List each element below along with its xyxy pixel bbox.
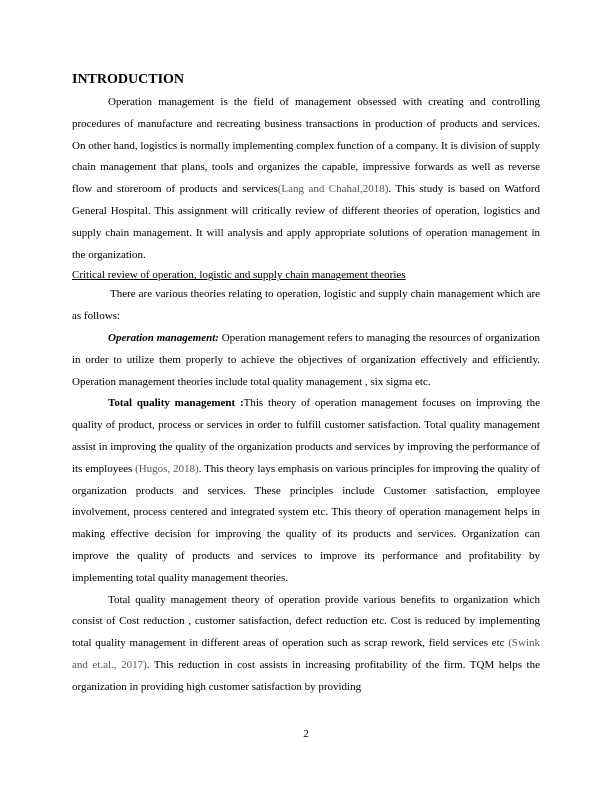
section-subheading: Critical review of operation, logistic and supply chain management theories <box>72 269 406 282</box>
benefits-paragraph <box>72 590 540 699</box>
document-page <box>72 72 540 699</box>
theories-intro-paragraph: There are various theories relating to operation, logistic and supply chain management which are as follows: <box>72 288 540 323</box>
intro-paragraph <box>72 92 540 266</box>
operation-management-term: Operation management: <box>108 331 219 344</box>
operation-management-text: Operation management refers to managing the resources of organization in order to utilize them properly to achieve the objectives of organization effectively and efficiently. Operation management theories include total quality management , six sigma etc. <box>72 331 540 388</box>
benefits-text-1: Total quality management theory of operation provide various benefits to organization which consist of Cost reduction , customer satisfaction, defect reduction etc. Cost is reduced by implementing total quality management in different areas of operation such as scrap rework, field services etc <box>72 593 540 650</box>
tqm-text-1: This theory of operation management focuses on improving the quality of product, process or services in order to fulfill customer satisfaction. Total quality management assist in improving the quality of the organization products and services by improving the performance of its employees <box>72 397 540 475</box>
page-heading: INTRODUCTION <box>72 72 185 87</box>
tqm-citation: (Hugos, 2018) <box>135 462 199 475</box>
intro-text-1: Operation management is the field of management obsessed with creating and controlling procedures of manufacture and recreating business transactions in production of products and services. On other hand, logistics is normally implementing complex function of a company. It is division of supply chain management that plans, tools and organizes the capable, impressive forwards as well as reverse flow and storeroom of products and services <box>72 96 540 196</box>
intro-text-2: . This study is based on Watford General Hospital. This assignment will critically review of different theories of operation, logistics and supply chain management. It will analysis and apply appropriate solutions of operation management in the organization. <box>72 183 540 261</box>
tqm-paragraph <box>72 393 540 589</box>
intro-citation: (Lang and Chahal,2018) <box>277 183 389 196</box>
operation-management-paragraph <box>72 328 540 393</box>
tqm-text-2: . This theory lays emphasis on various principles for improving the quality of organization products and services. These principles include Customer satisfaction, employee involvement, process centered and integrated system etc. This theory of operation management helps in making effective decision for improving the quality of its products and services. Organization can improve the quality of products and services to improve its performance and profitability by implementing total quality management theories. <box>72 462 540 584</box>
benefits-citation: (Swink and et.al., 2017) <box>72 637 540 671</box>
benefits-text-2: . This reduction in cost assists in increasing profitability of the firm. TQM helps the organization in providing high customer satisfaction by providing <box>72 658 540 693</box>
tqm-term: Total quality management : <box>108 397 244 410</box>
page-number: 2 <box>303 728 309 740</box>
